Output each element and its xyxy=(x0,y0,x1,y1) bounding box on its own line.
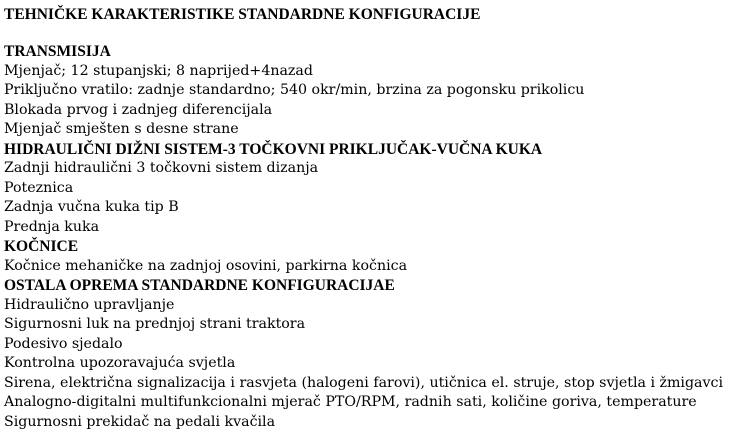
spec-item: Kontrolna upozoravajuća svjetla xyxy=(4,355,236,371)
spec-item: Priključno vratilo: zadnje standardno; 540 okr/min, brzina za pogonsku prikolicu xyxy=(4,82,585,98)
spec-item: Poteznica xyxy=(4,179,74,196)
section-heading: KOČNICE xyxy=(4,238,79,255)
spec-item: Prednja kuka xyxy=(4,218,100,235)
section-other-equipment xyxy=(4,276,744,432)
spec-item: Analogno-digitalni multifunkcionalni mjerač PTO/RPM, radnih sati, količine goriva, temperature xyxy=(4,394,697,410)
section-hydraulic-lift xyxy=(4,140,744,238)
section-heading: TRANSMISIJA xyxy=(4,43,111,60)
spec-item: Zadnji hidraulični 3 točkovni sistem dizanja xyxy=(4,160,319,176)
spec-item: Sirena, električna signalizacija i rasvjeta (halogeni farovi), utičnica el. struje, stop svjetla i žmigavci xyxy=(4,374,724,391)
spec-item: Sigurnosni luk na prednjoj strani traktora xyxy=(4,316,306,332)
spec-item: Mjenjač smješten s desne strane xyxy=(4,121,239,137)
spec-item: Zadnja vučna kuka tip B xyxy=(4,199,179,215)
document-title: TEHNIČKE KARAKTERISTIKE STANDARDNE KONFIGURACIJE xyxy=(4,6,481,23)
section-brakes xyxy=(4,237,744,276)
section-heading: HIDRAULIČNI DIŽNI SISTEM-3 TOČKOVNI PRIKLJUČAK-VUČNA KUKA xyxy=(4,140,543,158)
spec-item: Mjenjač; 12 stupanjski; 8 naprijed+4nazad xyxy=(4,62,313,79)
spec-sections xyxy=(4,42,744,432)
section-heading: OSTALA OPREMA STANDARDNE KONFIGURACIJAE xyxy=(4,277,395,294)
section-transmission xyxy=(4,42,744,140)
spec-item: Blokada prvog i zadnjeg diferencijala xyxy=(4,101,273,118)
spec-item: Kočnice mehaničke na zadnjoj osovini, parkirna kočnica xyxy=(4,257,408,274)
spec-item: Sigurnosni prekidač na pedali kvačila xyxy=(4,413,276,430)
spec-item: Hidraulično upravljanje xyxy=(4,296,175,313)
spec-item: Podesivo sjedalo xyxy=(4,335,123,352)
